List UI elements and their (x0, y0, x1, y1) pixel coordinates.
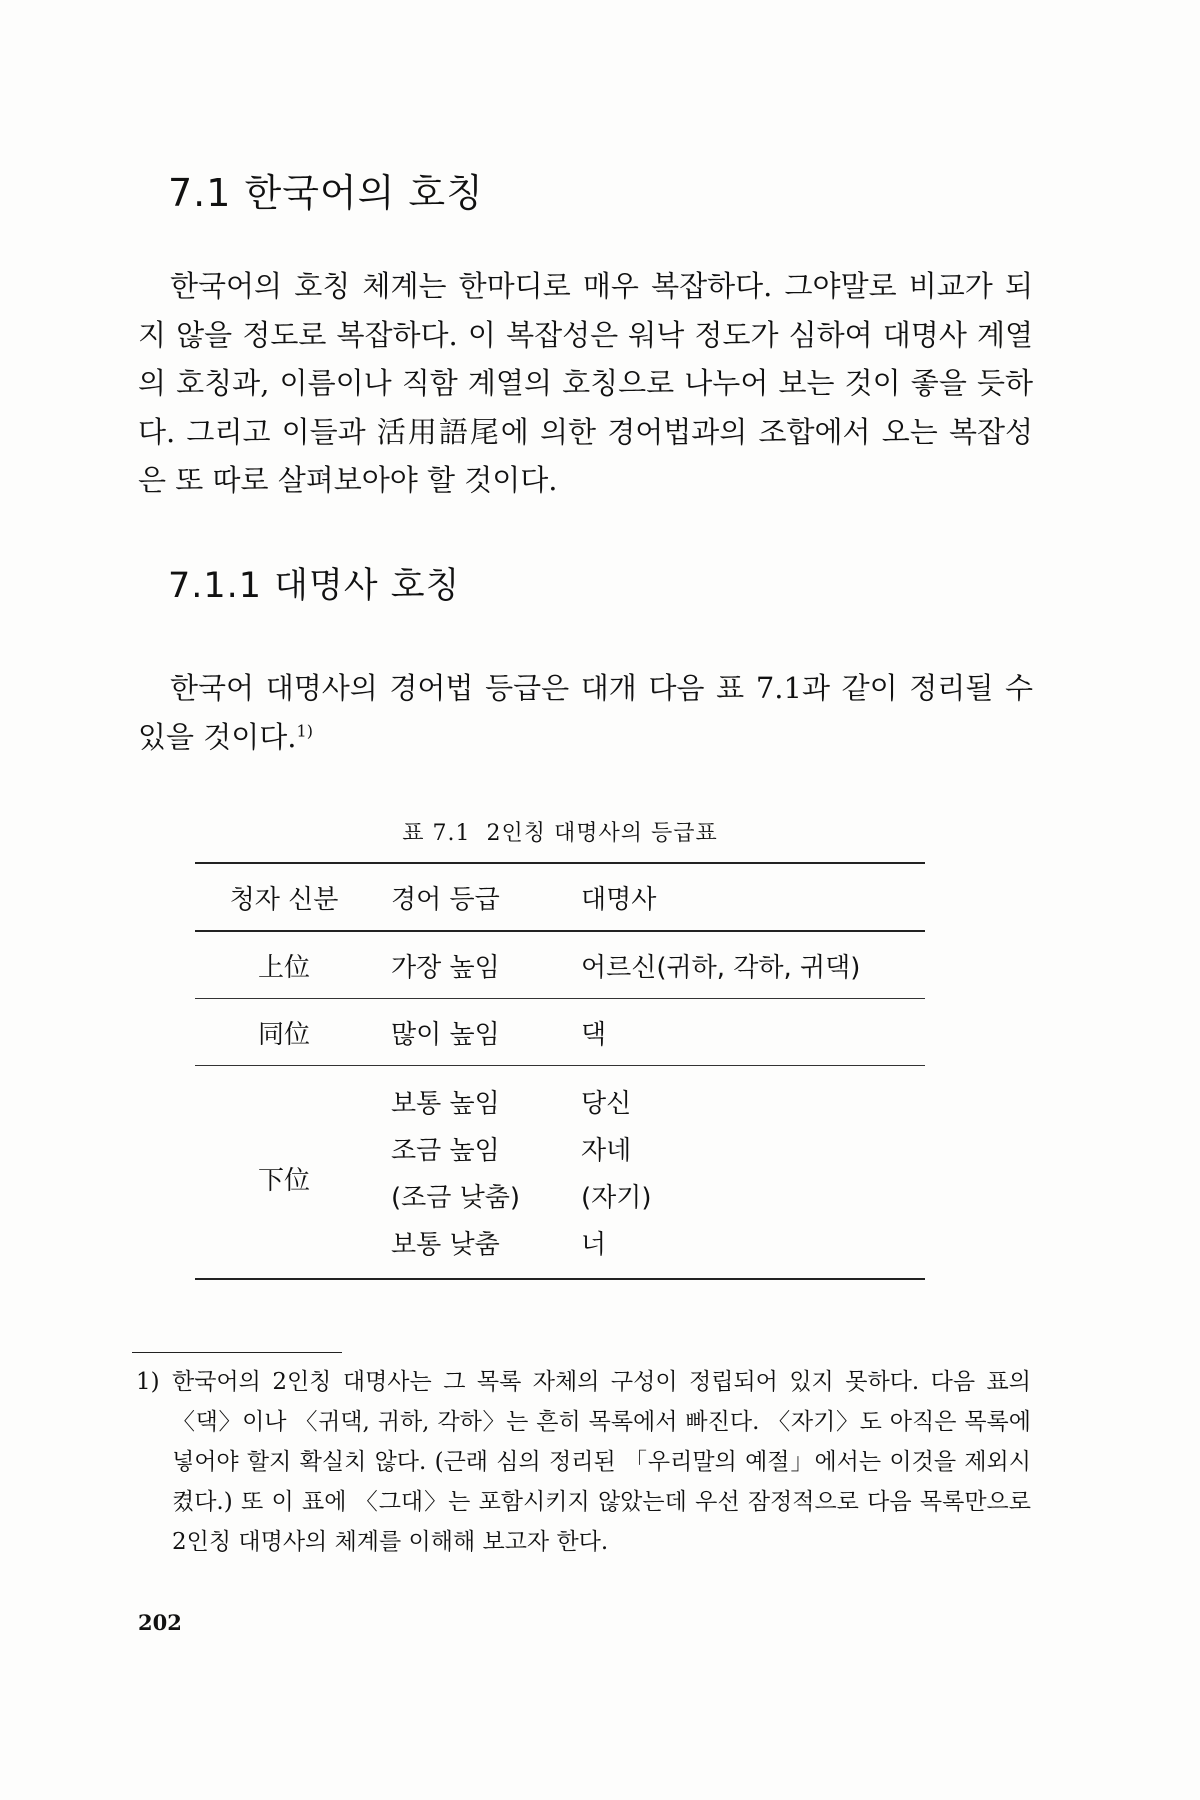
grade-cell: (조금 낮춤) (391, 1183, 521, 1213)
table-header-row (195, 863, 925, 931)
footnote-mark: 1) (136, 1369, 160, 1395)
section-paragraph: 한국어의 호칭 체계는 한마디로 매우 복잡하다. 그야말로 비교가 되지 않을 정도로 복잡하다. 이 복잡성은 워낙 정도가 심하여 대명사 계열의 호칭과, 이름이나 직함 계열의 호칭으로 나누어 보는 것이 좋을 듯하다. 그리고 이들과 活用語尾에 의한 경어법과의 조합에서 오는 복잡성은 또 따로 살펴보아야 할 것이다. (138, 269, 1033, 497)
pronoun-cell: 당신 (581, 1089, 632, 1119)
page-number: 202 (138, 1610, 182, 1635)
section-heading: 7.1 한국어의 호칭 (168, 171, 484, 215)
footnote-reference: 1) (296, 720, 313, 740)
table-caption-title: 2인칭 대명사의 등급표 (486, 821, 718, 846)
status-cell: 下位 (195, 1066, 373, 1280)
table-row (195, 1066, 925, 1126)
header-listener-status: 청자 신분 (195, 863, 373, 931)
pronoun-grade-table (195, 862, 925, 1280)
table-row (195, 931, 925, 999)
status-cell: 上位 (195, 931, 373, 999)
pronoun-cell: 너 (581, 1219, 925, 1279)
pronoun-cell: (자기) (581, 1183, 652, 1213)
table-row (195, 999, 925, 1066)
subsection-paragraph (138, 664, 1033, 761)
footnote-text: 한국어의 2인칭 대명사는 그 목록 자체의 구성이 정립되어 있지 못하다. 다음 표의 〈댁〉이나 〈귀댁, 귀하, 각하〉는 흔히 목록에서 빠진다. 〈자기〉도 아직은 목록에 넣어야 할지 확실치 않다. (근래 심의 정리된 「우리말의 예절」에서는 이것을 제외시켰다.) 또 이 표에 〈그대〉는 포함시키지 않았는데 우선 잠정적으로 다음 목록만으로 2인칭 대명사의 체계를 이해해 보고자 한다. (172, 1369, 1031, 1555)
grade-cell: 많이 높임 (373, 999, 581, 1066)
header-pronoun: 대명사 (581, 863, 925, 931)
header-honorific-grade: 경어 등급 (373, 863, 581, 931)
grade-cell: 보통 높임 (391, 1089, 500, 1119)
grade-cell: 가장 높임 (373, 931, 581, 999)
subsection-paragraph-text: 한국어 대명사의 경어법 등급은 대개 다음 표 7.1과 같이 정리될 수 있을 것이다. (138, 671, 1033, 754)
pronoun-cell: 자네 (581, 1136, 632, 1166)
pronoun-cell: 어르신(귀하, 각하, 귀댁) (581, 931, 925, 999)
pronoun-cell: 댁 (581, 999, 925, 1066)
footnote-divider (132, 1352, 342, 1353)
table-caption-number: 표 7.1 (402, 821, 471, 846)
subsection-heading: 7.1.1 대명사 호칭 (168, 566, 461, 606)
footnote (136, 1362, 1031, 1562)
table-caption (195, 816, 925, 847)
status-cell: 同位 (195, 999, 373, 1066)
grade-cell: 조금 높임 (391, 1136, 500, 1166)
grade-cell: 보통 낮춤 (373, 1219, 581, 1279)
